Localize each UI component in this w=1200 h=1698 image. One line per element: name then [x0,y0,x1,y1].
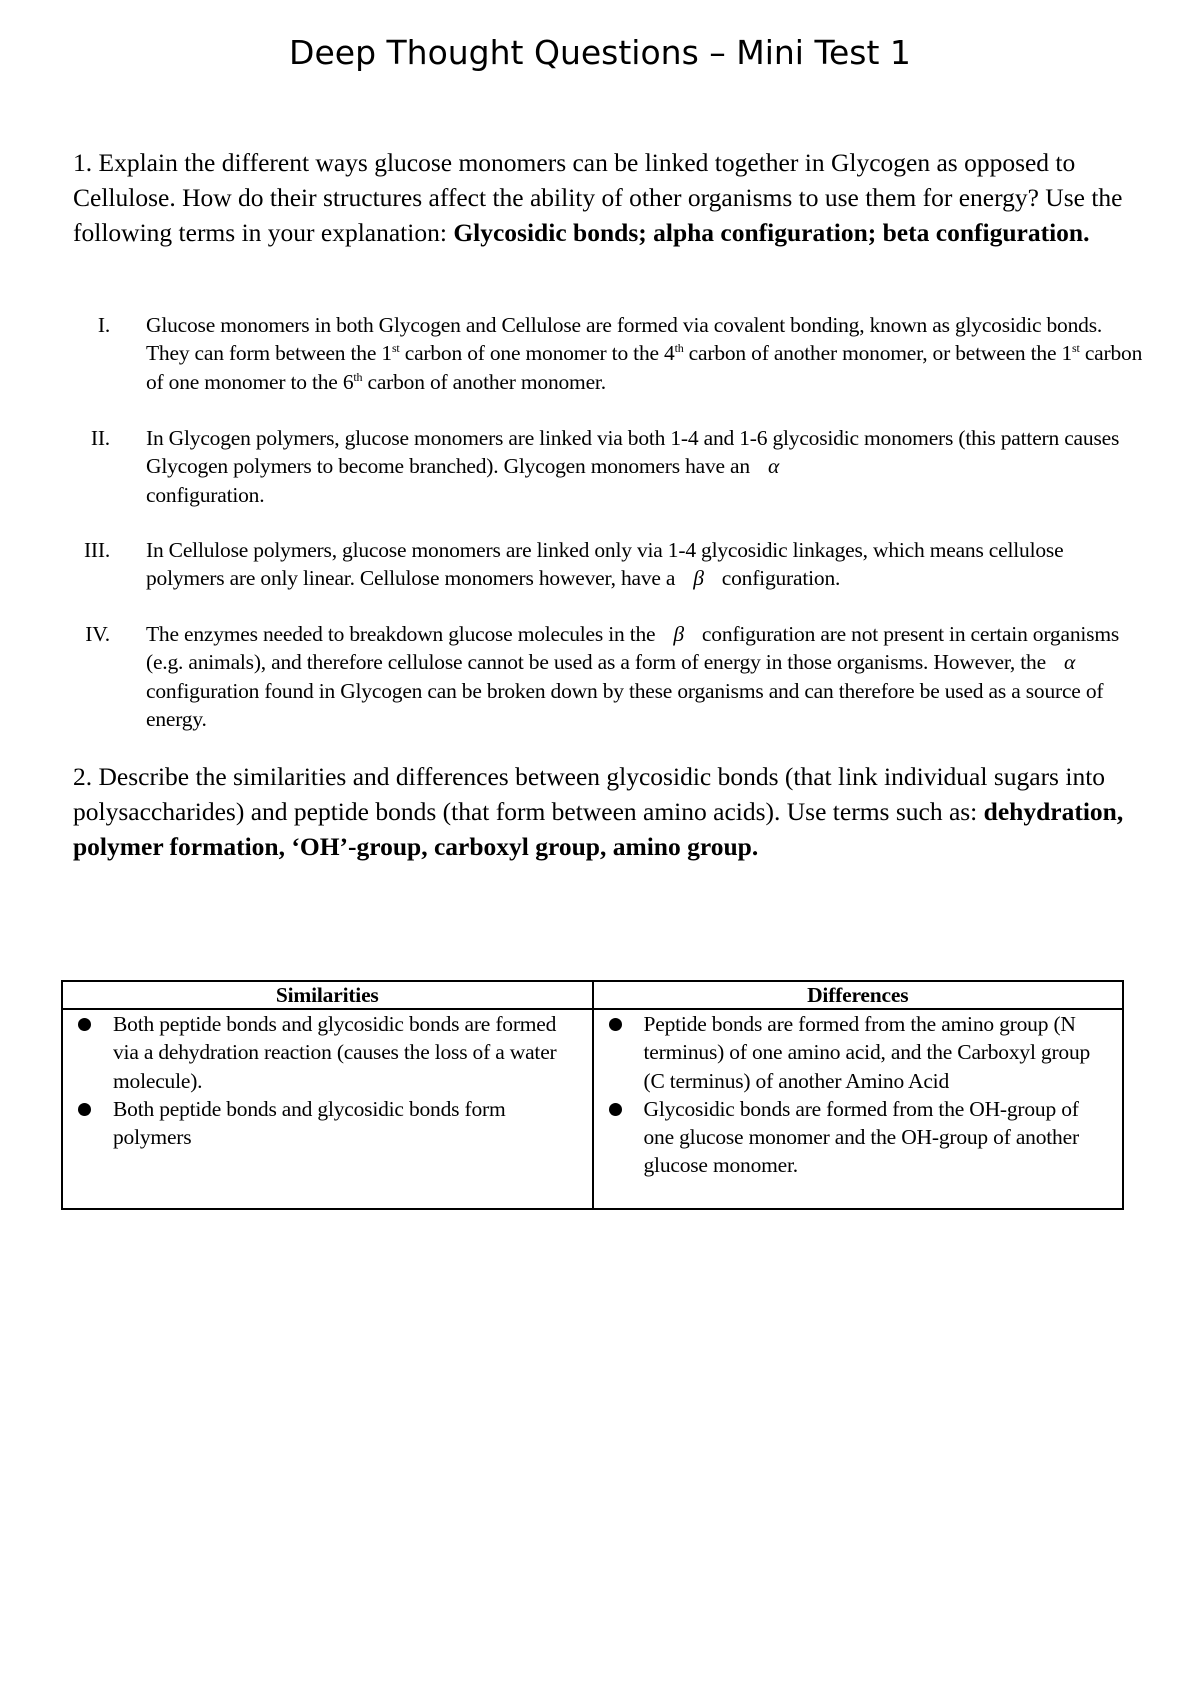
list-item-text: Both peptide bonds and glycosidic bonds form polymers [113,1096,506,1150]
answer-item [73,536,1143,593]
answer-text: In Glycogen polymers, glucose monomers are linked via both 1-4 and 1-6 glycosidic monomers (this pattern causes Glycogen polymers to become branched). Glycogen monomers have an α configuration. [146,426,1120,507]
answer-list-item-1 [73,311,1143,396]
answer-item [73,311,1143,396]
answer-numeral: II. [90,426,110,450]
table-row [62,1009,1123,1209]
question-2-terms: dehydration, polymer formation, ‘OH’-group, carboxyl group, amino group. [73,797,1124,861]
list-item [71,1010,582,1095]
page-title: Deep Thought Questions – Mini Test 1 [289,33,911,72]
question-2 [73,759,1133,864]
answer-numeral: III. [83,538,110,562]
comparison-table [61,980,1124,1210]
differences-cell [593,1009,1124,1209]
differences-header: Differences [593,981,1124,1009]
answer-list-item-3 [73,536,1143,593]
answer-numeral: IV. [85,622,110,646]
bullet-icon [71,1010,113,1095]
bullet-icon [602,1095,644,1180]
alpha-symbol: α [1063,650,1076,675]
beta-symbol: β [673,622,684,646]
answer-text: Glucose monomers in both Glycogen and Cellulose are formed via covalent bonding, known as glycosidic bonds. They can form between the 1st carbon of one monomer to the 4th carbon of another monomer, or between the 1st carbon of one monomer to the 6th carbon of another monomer. [146,313,1143,394]
list-item-text: Glycosidic bonds are formed from the OH-group of one glucose monomer and the OH-group of another glucose monomer. [643,1096,1079,1178]
table-header-row [62,981,1123,1009]
differences-list [602,1010,1113,1180]
answer-list-item-2 [73,424,1143,509]
list-item-text: Peptide bonds are formed from the amino group (N terminus) of one amino acid, and the Carboxyl group (C terminus) of another Amino Acid [643,1012,1091,1093]
similarities-header: Similarities [62,981,593,1009]
question-1-text: 1. Explain the different ways glucose monomers can be linked together in Glycogen as opposed to Cellulose. How do their structures affect the ability of other organisms to use them for energy? Use the following terms in your explanation: [73,148,1123,247]
answer-numeral: I. [97,313,110,337]
question-2-text: 2. Describe the similarities and differences between glycosidic bonds (that link individual sugars into polysaccharides) and peptide bonds (that form between amino acids). Use terms such as: [73,762,1106,826]
answer-text: The enzymes needed to breakdown glucose molecules in the β configuration are not present in certain organisms (e.g. animals), and therefore cellulose cannot be used as a form of energy in those organisms. However, the αconfiguration found in Glycogen can be broken down by these organisms and can therefore be used as a source of energy. [146,622,1120,731]
list-item-text: Both peptide bonds and glycosidic bonds are formed via a dehydration reaction (causes the loss of a water molecule). [113,1012,557,1093]
list-item [71,1095,582,1152]
answer-text: In Cellulose polymers, glucose monomers are linked only via 1-4 glycosidic linkages, which means cellulose polymers are only linear. Cellulose monomers however, have a β configuration. [146,536,1143,593]
similarities-cell [62,1009,593,1209]
bullet-icon [602,1010,644,1095]
question-1 [73,145,1133,250]
list-item [602,1010,1113,1095]
answer-item [73,620,1143,733]
list-item [602,1095,1113,1180]
alpha-symbol: α [767,454,780,479]
bullet-icon [71,1095,113,1152]
similarities-list [71,1010,582,1151]
beta-symbol: β [693,566,704,591]
answer-item [73,424,1143,509]
question-1-terms: Glycosidic bonds; alpha configuration; beta configuration. [453,218,1090,247]
answer-list-item-4 [73,620,1143,733]
